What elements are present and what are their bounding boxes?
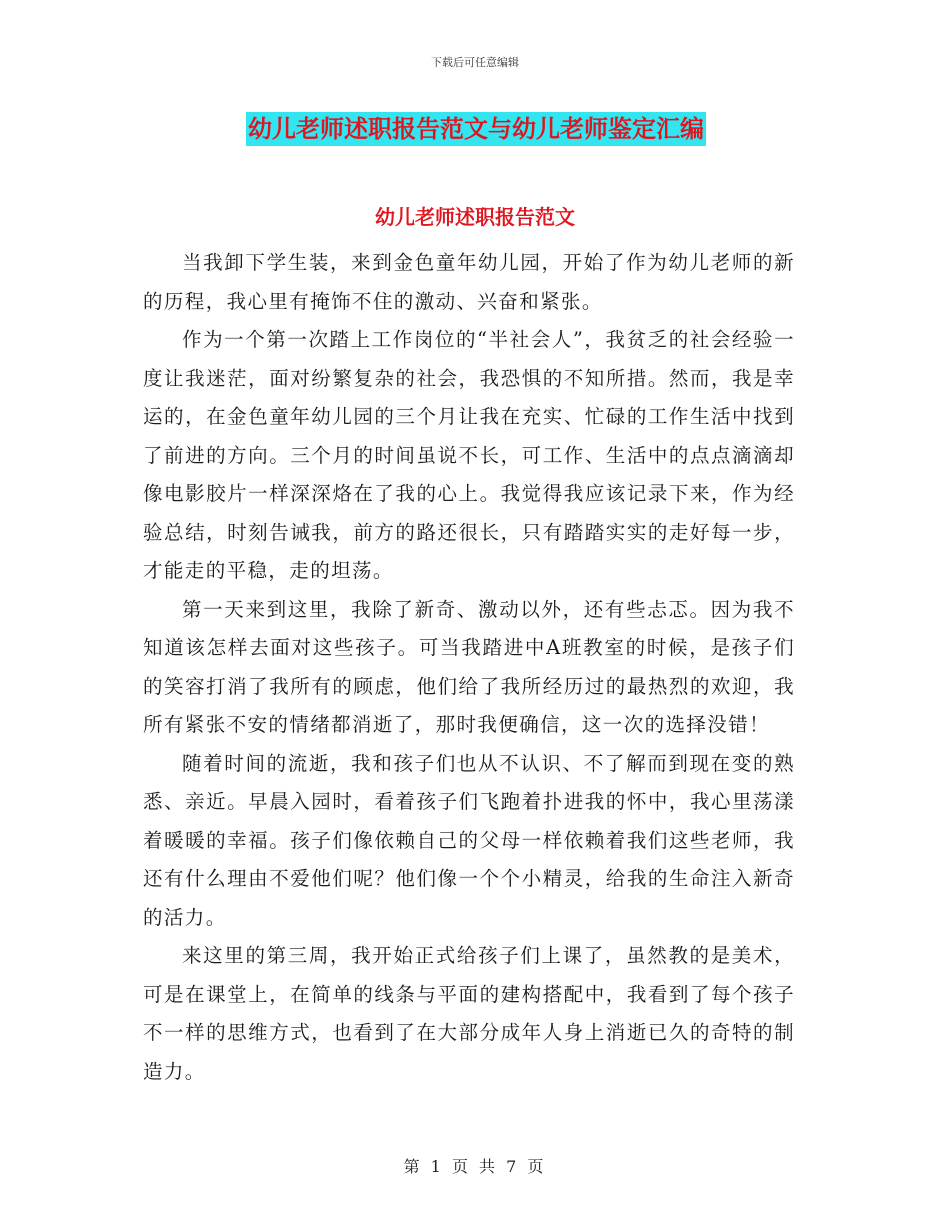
paragraph: 作为一个第一次踏上工作岗位的“半社会人”，我贫乏的社会经验一度让我迷茫，面对纷繁复杂的社会，我恐惧的不知所措。然而，我是幸运的，在金色童年幼儿园的三个月让我在充实、忙碌的工作生活中找到了前进的方向。三个月的时间虽说不长，可工作、生活中的点点滴滴却像电影胶片一样深深烙在了我的心上。我觉得我应该记录下来，作为经验总结，时刻告诫我，前方的路还很长，只有踏踏实实的走好每一步，才能走的平稳，走的坦荡。 <box>143 328 795 582</box>
document-title: 幼儿老师述职报告范文与幼儿老师鉴定汇编 <box>246 112 706 146</box>
paragraph: 第一天来到这里，我除了新奇、激动以外，还有些忐忑。因为我不知道该怎样去面对这些孩子。可当我踏进中A班教室的时候，是孩子们的笑容打消了我所有的顾虑，他们给了我所经历过的最热烈的欢迎，我所有紧张不安的情绪都消逝了，那时我便确信，这一次的选择没错！ <box>143 597 795 736</box>
section-title: 幼儿老师述职报告范文 <box>375 205 575 229</box>
document-body <box>143 244 795 1091</box>
paragraph: 来这里的第三周，我开始正式给孩子们上课了，虽然教的是美术，可是在课堂上，在简单的线条与平面的建构搭配中，我看到了每个孩子不一样的思维方式，也看到了在大部分成年人身上消逝已久的奇特的制造力。 <box>143 944 795 1083</box>
paragraph: 当我卸下学生装，来到金色童年幼儿园，开始了作为幼儿老师的新的历程，我心里有掩饰不住的激动、兴奋和紧张。 <box>143 251 795 313</box>
paragraph: 随着时间的流逝，我和孩子们也从不认识、不了解而到现在变的熟悉、亲近。早晨入园时，看着孩子们飞跑着扑进我的怀中，我心里荡漾着暖暖的幸福。孩子们像依赖自己的父母一样依赖着我们这些老师，我还有什么理由不爱他们呢？他们像一个个小精灵，给我的生命注入新奇的活力。 <box>143 751 795 929</box>
header-note: 下载后可任意编辑 <box>431 56 519 69</box>
page-number: 第 1 页 共 7 页 <box>403 1157 547 1176</box>
